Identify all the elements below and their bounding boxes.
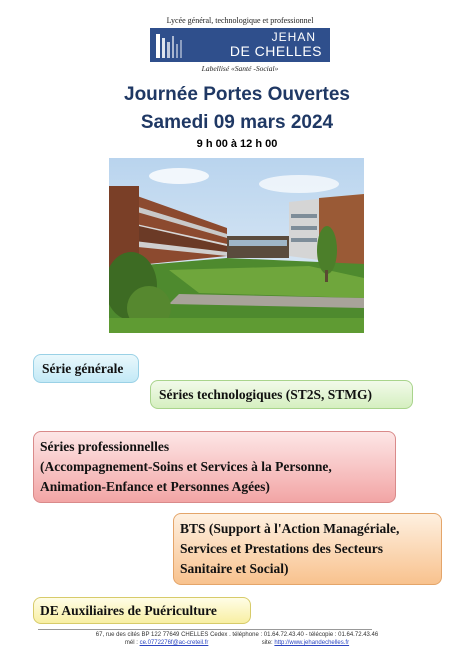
- mail-link[interactable]: ce.0772276f@ac-creteil.fr: [139, 640, 209, 646]
- footer-address: 67, rue des cités BP 122 77649 CHELLES Cedex . téléphone : 01.64.72.43.40 - télécopie : 01.64.72.43.46: [95, 632, 379, 638]
- logo-label: Labellisé «Santé -Social»: [201, 64, 279, 73]
- logo-top-line: Lycée général, technologique et professionnel: [166, 16, 314, 25]
- footer-divider: [38, 629, 372, 630]
- event-hours: 9 h 00 à 12 h 00: [196, 138, 278, 150]
- box-bts: [173, 513, 442, 585]
- page-title: Journée Portes Ouvertes: [124, 84, 350, 105]
- box-series-technologiques: [150, 380, 413, 409]
- series-pro-line2: (Accompagnement-Soins et Services à la Personne,: [40, 459, 332, 474]
- series-technologiques-label: Séries technologiques (ST2S, STMG): [159, 387, 373, 402]
- school-logo: [150, 28, 330, 62]
- series-pro-title: Séries professionnelles: [40, 439, 170, 454]
- mail-label: mél :: [124, 640, 140, 646]
- bts-line2: Services et Prestations des Secteurs: [180, 541, 383, 556]
- site-link[interactable]: http://www.jehandechelles.fr: [274, 640, 350, 646]
- school-photo: [109, 158, 364, 333]
- event-date: Samedi 09 mars 2024: [140, 112, 334, 133]
- logo-name-jehan: JEHAN: [271, 30, 316, 44]
- serie-generale-label: Série générale: [42, 361, 124, 376]
- logo-name-chelles: DE CHELLES: [229, 43, 322, 59]
- box-series-professionnelles: [33, 431, 396, 503]
- de-auxiliaires-label: DE Auxiliaires de Puériculture: [40, 603, 217, 618]
- site-label: site:: [261, 640, 275, 646]
- box-de-auxiliaires: [33, 597, 251, 624]
- bts-line3: Sanitaire et Social): [180, 561, 289, 576]
- logo-bars-icon: [156, 32, 206, 58]
- bts-line1: BTS (Support à l'Action Managériale,: [180, 521, 400, 536]
- footer-contact: [0, 640, 474, 646]
- series-pro-line3: Animation-Enfance et Personnes Agées): [40, 479, 270, 494]
- box-serie-generale: [33, 354, 139, 383]
